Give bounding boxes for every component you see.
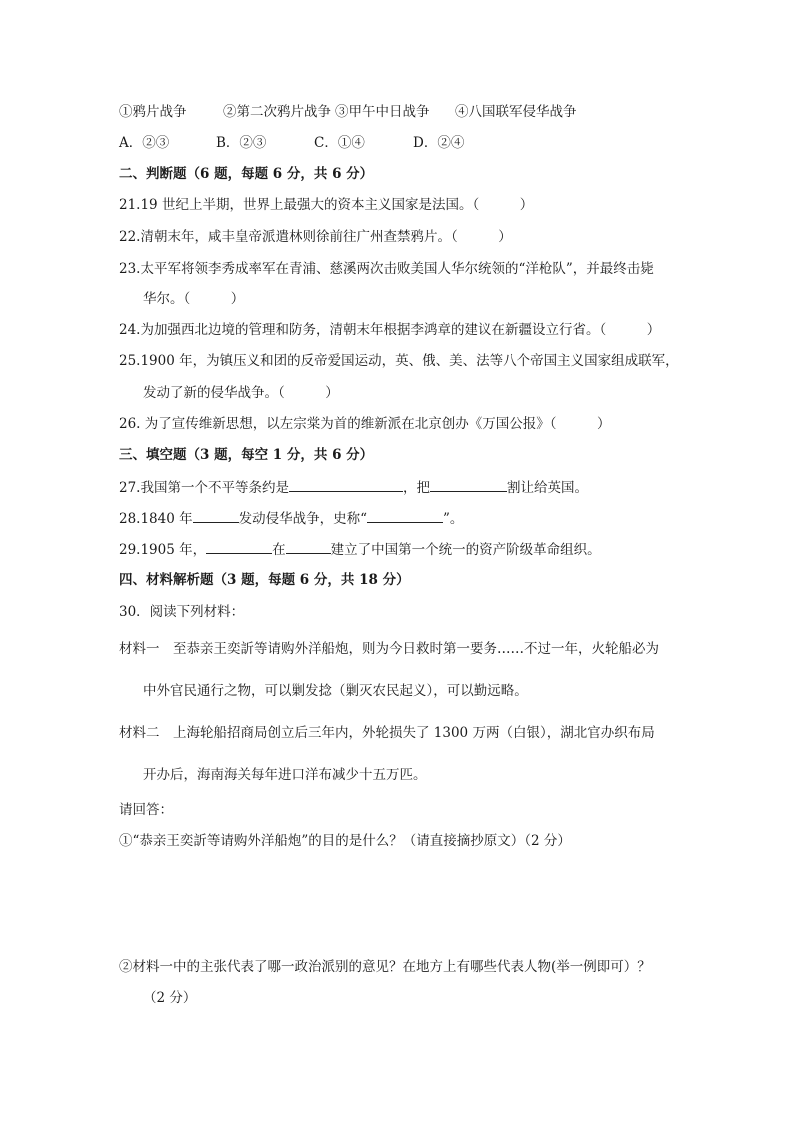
material-2-line-2: 开办后，海南海关每年进口洋布减少十五万匹。 (143, 767, 427, 783)
q29-text-3: 建立了中国第一个统一的资产阶级革命组织。 (330, 542, 601, 558)
sub-question-2-line-2: （2 分） (143, 990, 197, 1006)
material-1-line-2: 中外官民通行之物，可以剿发捻（剿灭农民起义），可以勤远略。 (143, 683, 528, 699)
q20-item-1: ①鸦片战争 (119, 104, 187, 120)
q28-blank-1[interactable] (193, 509, 239, 523)
question-24: 24.为加强西北边境的管理和防务，清朝末年根据李鸿章的建议在新疆设立行省。（ ） (119, 322, 661, 338)
q20-choices-row (119, 134, 464, 152)
question-25-line-2: 发动了新的侵华战争。（ ） (143, 385, 339, 401)
q27-text-1: 27.我国第一个不平等条约是 (119, 480, 289, 496)
question-23-line-1: 23.太平军将领李秀成率军在青浦、慈溪两次击败美国人华尔统领的“洋枪队”，并最终击毙 (119, 261, 654, 277)
question-22: 22.清朝末年，咸丰皇帝派遣林则徐前往广州查禁鸦片。（ ） (119, 229, 512, 245)
q27-blank-1[interactable] (289, 478, 403, 492)
q27-text-2: ，把 (402, 480, 430, 496)
q20-items-row (119, 103, 577, 121)
q29-blank-2[interactable] (286, 540, 331, 554)
q20-choice-d: D．②④ (413, 135, 465, 151)
question-25-line-1: 25.1900 年，为镇压义和团的反帝爱国运动，英、俄、美、法等八个帝国主义国家组成联军， (119, 353, 679, 369)
q28-text-1: 28.1840 年 (119, 511, 193, 527)
q28-blank-2[interactable] (367, 509, 443, 523)
question-30: 30．阅读下列材料： (119, 604, 245, 620)
question-29 (119, 540, 601, 559)
section-4-heading: 四、材料解析题（3 题，每题 6 分，共 18 分） (119, 572, 410, 588)
material-1-line-1: 材料一 至恭亲王奕訢等请购外洋船炮，则为今日救时第一要务……不过一年，火轮船必为 (119, 641, 659, 657)
q27-text-3: 割让给英国。 (506, 480, 588, 496)
section-2-heading: 二、判断题（6 题，每题 6 分，共 6 分） (119, 166, 374, 182)
sub-question-2-line-1: ②材料一中的主张代表了哪一政治派别的意见？在地方上有哪些代表人物(举一例即可）？ (119, 959, 651, 975)
q29-text-1: 29.1905 年， (119, 542, 207, 558)
question-23-line-2: 华尔。（ ） (143, 291, 245, 307)
section-3-heading: 三、填空题（3 题，每空 1 分，共 6 分） (119, 447, 374, 463)
q20-item-4: ④八国联军侵华战争 (455, 104, 577, 120)
q20-item-2: ②第二次鸦片战争 (223, 104, 331, 120)
question-26: 26. 为了宣传维新思想，以左宗棠为首的维新派在北京创办《万国公报》（ ） (119, 416, 611, 432)
q20-choice-a: A．②③ (119, 135, 170, 151)
question-28 (119, 509, 463, 528)
q20-choice-c: C．①④ (314, 135, 365, 151)
sub-question-1: ①“恭亲王奕訢等请购外洋船炮”的目的是什么？（请直接摘抄原文）（2 分） (119, 833, 571, 849)
material-2-line-1: 材料二 上海轮船招商局创立后三年内，外轮损失了 1300 万两（白银），湖北官办织布局 (119, 725, 655, 741)
question-21: 21.19 世纪上半期，世界上最强大的资本主义国家是法国。（ ） (119, 197, 534, 213)
q28-text-3: ”。 (443, 511, 464, 527)
q29-text-2: 在 (272, 542, 286, 558)
q28-text-2: 发动侵华战争，史称“ (238, 511, 368, 527)
q20-item-3: ③甲午中日战争 (335, 104, 430, 120)
q29-blank-1[interactable] (206, 540, 272, 554)
answer-prompt: 请回答： (119, 802, 173, 818)
q27-blank-2[interactable] (430, 478, 507, 492)
question-27 (119, 478, 588, 497)
q20-choice-b: B．②③ (216, 135, 267, 151)
